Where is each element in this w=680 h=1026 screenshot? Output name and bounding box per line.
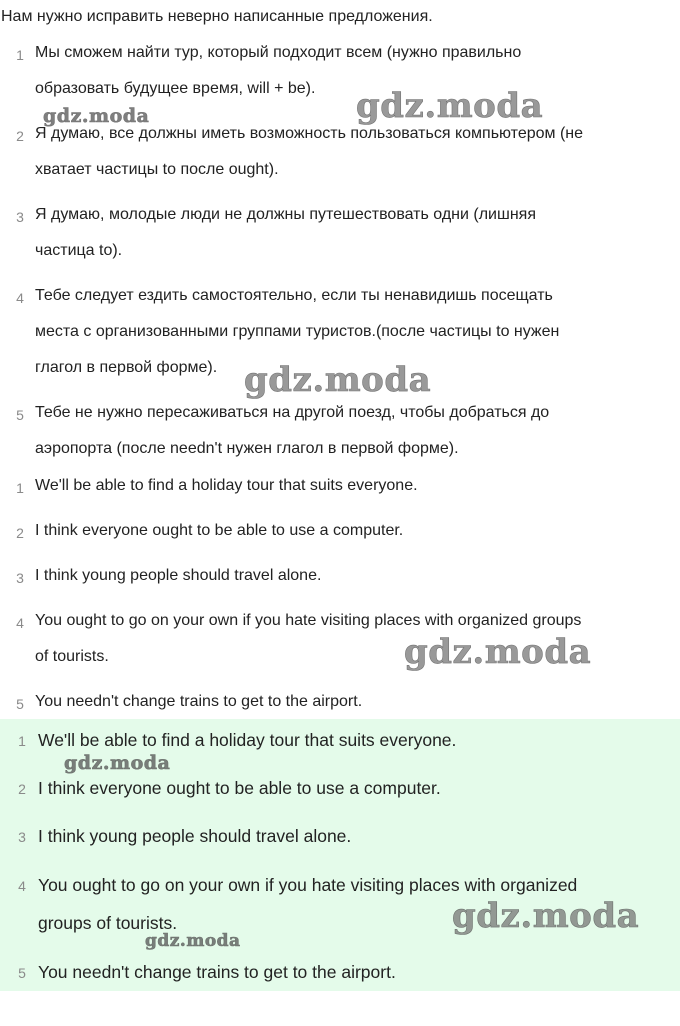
item-line: глагол в первой форме).: [35, 359, 218, 376]
item-number: 1: [18, 733, 26, 749]
item-line: хватает частицы to после ought).: [35, 161, 279, 178]
item-line: I think everyone ought to be able to use a computer.: [35, 522, 404, 539]
item-number: 3: [16, 209, 24, 225]
item-line: of tourists.: [35, 648, 109, 665]
item-number: 4: [16, 290, 24, 306]
item-line: Я думаю, молодые люди не должны путешествовать одни (лишняя: [35, 206, 536, 223]
item-number: 2: [18, 781, 26, 797]
item-line: частица to).: [35, 242, 123, 259]
watermark: gdz.moda: [404, 632, 592, 672]
item-line: образовать будущее время, will + be).: [35, 80, 316, 97]
item-number: 5: [16, 407, 24, 423]
watermark: gdz.moda: [64, 752, 171, 774]
item-line: I think everyone ought to be able to use a computer.: [38, 778, 441, 798]
item-number: 2: [16, 128, 24, 144]
item-number: 2: [16, 525, 24, 541]
item-line: You ought to go on your own if you hate visiting places with organized: [38, 875, 578, 895]
item-line: You needn't change trains to get to the airport.: [38, 962, 396, 982]
item-number: 5: [18, 965, 26, 981]
item-line: We'll be able to find a holiday tour that suits everyone.: [35, 477, 418, 494]
watermark: gdz.moda: [244, 360, 432, 400]
item-line: We'll be able to find a holiday tour that suits everyone.: [38, 730, 457, 750]
watermark: gdz.moda: [452, 896, 640, 936]
watermark: gdz.moda: [356, 86, 544, 126]
item-line: места с организованными группами туристов.(после частицы to нужен: [35, 323, 560, 340]
item-number: 4: [18, 878, 26, 894]
item-line: You ought to go on your own if you hate visiting places with organized groups: [35, 612, 582, 629]
item-line: I think young people should travel alone.: [35, 567, 322, 584]
item-number: 3: [16, 570, 24, 586]
watermark: gdz.moda: [145, 931, 241, 951]
item-number: 1: [16, 480, 24, 496]
watermark: gdz.moda: [43, 105, 150, 127]
item-line: Тебе не нужно пересаживаться на другой поезд, чтобы добраться до: [35, 404, 550, 421]
item-number: 3: [18, 829, 26, 845]
item-line: groups of tourists.: [38, 913, 178, 933]
item-line: Мы сможем найти тур, который подходит всем (нужно правильно: [35, 44, 522, 61]
intro-text: Нам нужно исправить неверно написанные предложения.: [1, 8, 433, 25]
item-line: You needn't change trains to get to the airport.: [35, 693, 363, 710]
item-number: 5: [16, 696, 24, 712]
item-line: Я думаю, все должны иметь возможность пользоваться компьютером (не: [35, 125, 584, 142]
item-number: 4: [16, 615, 24, 631]
item-line: аэропорта (после needn't нужен глагол в первой форме).: [35, 440, 459, 457]
item-line: I think young people should travel alone.: [38, 826, 352, 846]
item-number: 1: [16, 47, 24, 63]
item-line: Тебе следует ездить самостоятельно, если ты ненавидишь посещать: [35, 287, 553, 304]
